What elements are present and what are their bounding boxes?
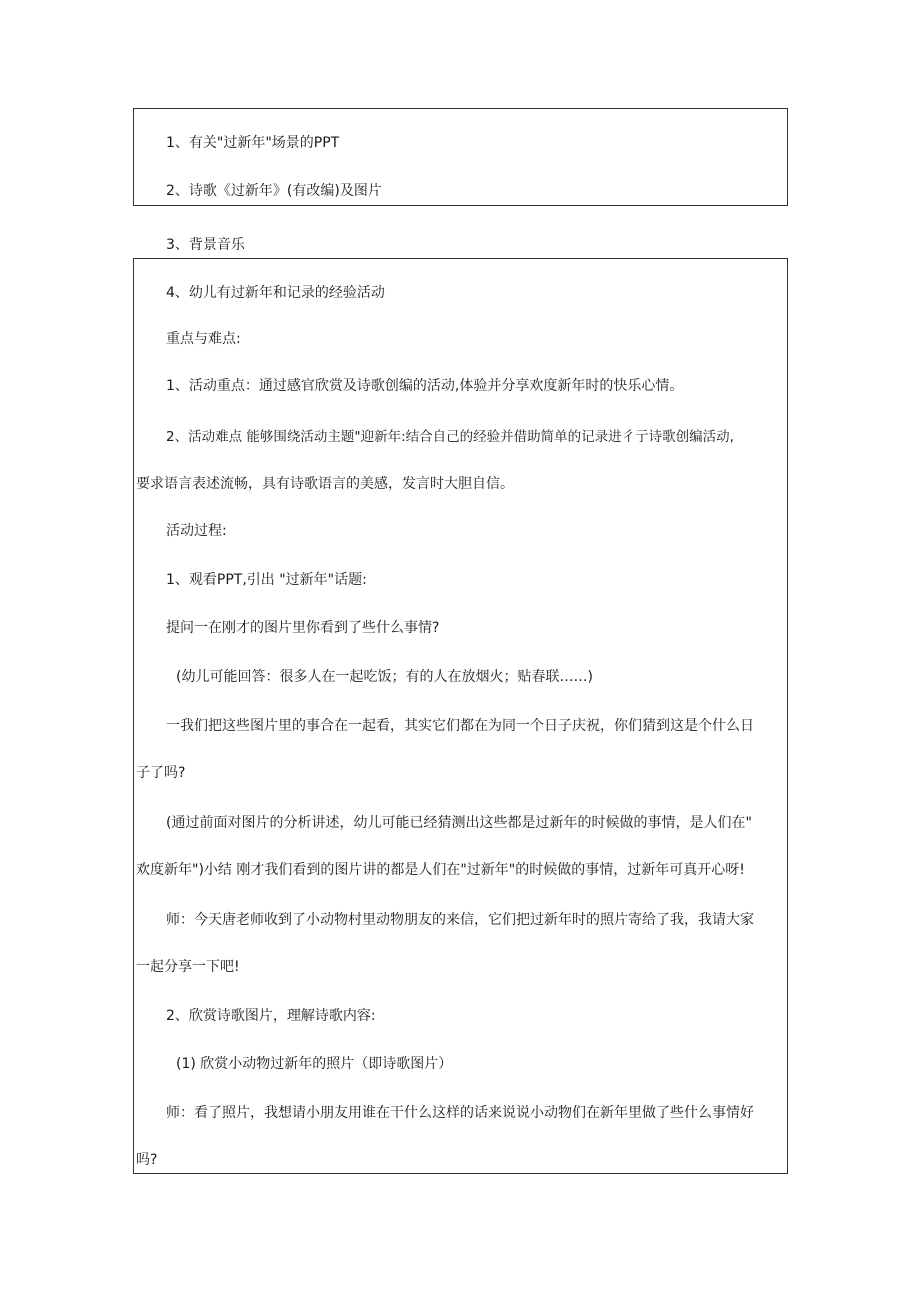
material-item-4: 4、幼儿有过新年和记录的经验活动 — [166, 285, 385, 301]
step-1-title: 1、观看PPT,引出 "过新年"话题: — [166, 572, 367, 588]
teacher-line-1a: 师：今天唐老师收到了小动物村里动物朋友的来信，它们把过新年时的照片寄给了我，我请大家 — [166, 912, 754, 928]
material-item-1: 1、有关"过新年"场景的PPT — [166, 135, 340, 151]
step-2-title: 2、欣赏诗歌图片，理解诗歌内容: — [166, 1008, 376, 1024]
teacher-line-2a: 师：看了照片，我想请小朋友用谁在干什么这样的话来说说小动物们在新年里做了些什么事情好 — [166, 1105, 754, 1121]
step-2-sub: (1) 欣赏小动物过新年的照片（即诗歌图片） — [176, 1056, 453, 1072]
process-heading: 活动过程: — [166, 523, 227, 539]
teacher-line-2b: 吗? — [136, 1152, 158, 1168]
key-point-2-line-2: 要求语言表述流畅，具有诗歌语言的美感，发言时大胆自信。 — [136, 476, 514, 492]
question-2-line-1: 一我们把这些图片里的事合在一起看，其实它们都在为同一个日子庆祝，你们猜到这是个什么日 — [166, 718, 754, 734]
teacher-line-1b: 一起分享一下吧! — [136, 959, 240, 975]
note-line-2: 欢度新年")小结 刚才我们看到的图片讲的都是人们在"过新年"的时候做的事情，过新年可真开心呀! — [136, 862, 745, 878]
question-1: 提问一在刚才的图片里你看到了些什么事情? — [166, 620, 440, 636]
note-line-1: (通过前面对图片的分析讲述，幼儿可能已经猜测出这些都是过新年的时候做的事情，是人们在" — [166, 815, 752, 831]
key-point-2-line-1: 2、活动难点 能够围绕活动主题"迎新年:结合自己的经验并借助简单的记录进彳亍诗歌创编活动, — [166, 429, 734, 445]
answer-1: (幼儿可能回答：很多人在一起吃饭；有的人在放烟火；贴春联……) — [176, 669, 593, 685]
question-2-line-2: 子了吗? — [136, 765, 186, 781]
material-item-3: 3、背景音乐 — [166, 237, 245, 253]
key-point-1: 1、活动重点：通过感官欣赏及诗歌创编的活动,体验并分享欢度新年时的快乐心情。 — [166, 378, 684, 394]
key-points-heading: 重点与难点: — [166, 331, 241, 347]
material-item-2: 2、诗歌《过新年》(有改编)及图片 — [166, 183, 382, 199]
